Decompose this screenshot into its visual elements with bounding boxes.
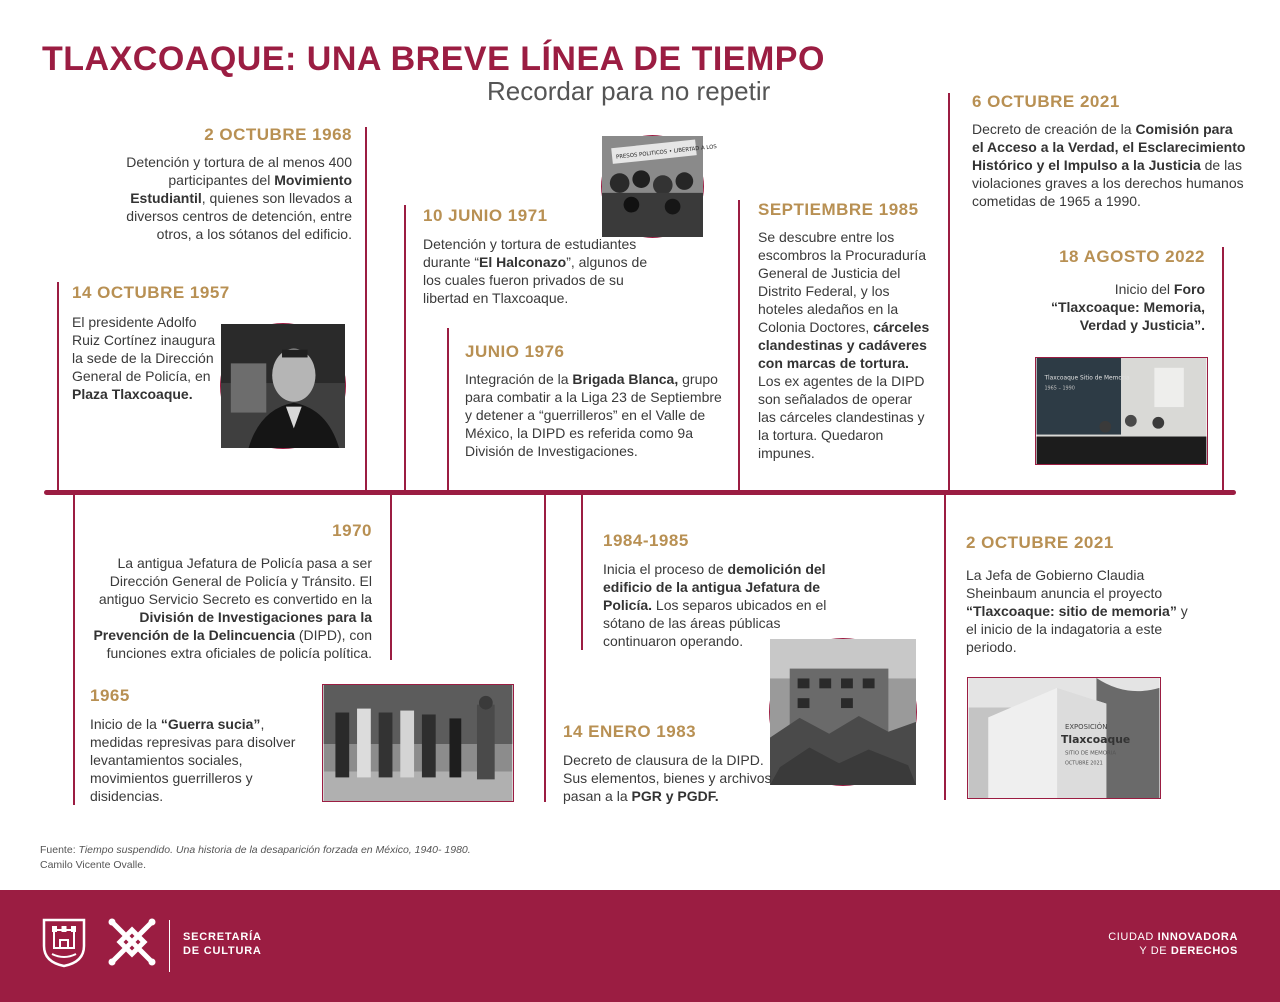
connector-line: [365, 127, 367, 492]
event-text-1976: Integración de la Brigada Blanca, grupo para combatir a la Liga 23 de Septiembre y detener a “guerrilleros” en el Valle de México, la DIPD es referida como 9a División de Investigaciones.: [465, 371, 722, 459]
event-date-1985-sep: SEPTIEMBRE 1985: [758, 200, 919, 219]
page-title: TLAXCOAQUE: UNA BREVE LÍNEA DE TIEMPO: [42, 40, 825, 78]
footer-bar: [0, 890, 1280, 1002]
footer-separator: [169, 920, 170, 972]
event-text-1970: La antigua Jefatura de Policía pasa a ser Dirección General de Policía y Tránsito. El antiguo Servicio Secreto es convertido en la División de Investigaciones para la Prevención de la Delincuencia (DIPD), con funciones extra oficiales de policía política.: [93, 555, 372, 661]
event-date-2021-oct6: 6 OCTUBRE 2021: [972, 92, 1120, 111]
screen-subtitle: 1965 – 1990: [1044, 385, 1075, 392]
connector-line: [1222, 247, 1224, 492]
event-text-1985-sep: Se descubre entre los escombros la Procuraduría General de Justicia del Distrito Federal, y los hoteles aledaños en la Colonia Doctores, cárceles clandestinas y cadáveres con marcas de tortura. Los ex agentes de la DIPD son señalados de operar las cárceles clandestinas y la tortura. Quedaron impunes.: [758, 229, 930, 461]
event-date-1970: 1970: [332, 521, 372, 540]
photo-sitio-memoria: [967, 677, 1161, 799]
event-text-2022: Inicio del Foro “Tlaxcoaque: Memoria, Verdad y Justicia”.: [1050, 281, 1205, 333]
event-date-1971: 10 JUNIO 1971: [423, 206, 548, 225]
event-text-1971: Detención y tortura de estudiantes durante “El Halconazo”, algunos de los cuales fueron privados de su libertad en Tlaxcoaque.: [423, 236, 648, 306]
protest-banner-text: PRESOS POLITICOS • LIBERTAD A LOS: [615, 144, 718, 161]
event-date-2022: 18 AGOSTO 2022: [1059, 247, 1205, 266]
connector-line: [390, 495, 392, 660]
event-text-2021-oct6: Decreto de creación de la Comisión para el Acceso a la Verdad, el Esclarecimiento Histórico y el Impulso a la Justicia de las violaciones graves a los derechos humanos cometidas de 1965 a 1990.: [972, 121, 1246, 209]
connector-line: [544, 495, 546, 802]
connector-line: [944, 495, 946, 800]
connector-line: [57, 282, 59, 492]
event-text-2021-oct2: La Jefa de Gobierno Claudia Sheinbaum anuncia el proyecto “Tlaxcoaque: sitio de memoria” y el inicio de la indagatoria a este periodo.: [966, 567, 1188, 655]
event-text-1957: El presidente Adolfo Ruiz Cortínez inaugura la sede de la Dirección General de Policía, en Plaza Tlaxcoaque.: [72, 314, 216, 402]
event-date-1984: 1984-1985: [603, 531, 689, 550]
sign-line-1: EXPOSICIÓN: [1064, 723, 1108, 732]
event-date-2021-oct2: 2 OCTUBRE 2021: [966, 533, 1114, 552]
connector-line: [447, 328, 449, 492]
connector-line: [948, 93, 950, 492]
photo-foro-2022: [1035, 357, 1208, 465]
photo-president-portrait: [220, 323, 346, 449]
source-note: Fuente: Tiempo suspendido. Una historia de la desaparición forzada en México, 1940- 1980. Camilo Vicente Ovalle.: [40, 844, 471, 871]
event-date-1968: 2 OCTUBRE 1968: [204, 125, 352, 144]
connector-line: [581, 495, 583, 650]
sign-line-3: SITIO DE MEMORIA: [1064, 750, 1117, 757]
event-date-1976: JUNIO 1976: [465, 342, 565, 361]
page-subtitle: Recordar para no repetir: [487, 76, 771, 106]
event-text-1983: Decreto de clausura de la DIPD. Sus elementos, bienes y archivos pasan a la PGR y PGDF.: [563, 752, 772, 804]
connector-line: [404, 205, 406, 492]
connector-line: [738, 200, 740, 492]
screen-title: Tlaxcoaque Sitio de Memoria: [1044, 375, 1130, 382]
cdmx-logo-icon: [104, 912, 160, 972]
event-text-1965: Inicio de la “Guerra sucia”, medidas represivas para disolver levantamientos sociales, movimientos guerrilleros y disidencias.: [90, 716, 296, 804]
photo-guerra-sucia: [322, 684, 514, 802]
photo-1968-protest: [601, 135, 718, 238]
photo-demolition: [769, 638, 917, 786]
event-date-1957: 14 OCTUBRE 1957: [72, 283, 230, 302]
event-date-1965: 1965: [90, 686, 130, 705]
sign-line-4: OCTUBRE 2021: [1064, 760, 1103, 767]
secretaria-label: SECRETARÍA DE CULTURA: [183, 931, 262, 957]
timeline-axis: [44, 490, 1236, 495]
sign-line-2: Tlaxcoaque: [1061, 732, 1131, 746]
event-date-1983: 14 ENERO 1983: [563, 722, 697, 741]
cdmx-crest-icon: [40, 916, 88, 968]
ciudad-slogan: CIUDAD INNOVADORA Y DE DERECHOS: [1108, 931, 1238, 957]
event-text-1968: Detención y tortura de al menos 400 participantes del Movimiento Estudiantil, quienes son llevados a diversos centros de detención, entre otros, a los sótanos del edificio.: [126, 154, 352, 242]
event-text-1984: Inicia el proceso de demolición del edificio de la antigua Jefatura de Policía. Los separos ubicados en el sótano de las áreas públicas continuaron operando.: [603, 561, 827, 649]
connector-line: [73, 495, 75, 805]
